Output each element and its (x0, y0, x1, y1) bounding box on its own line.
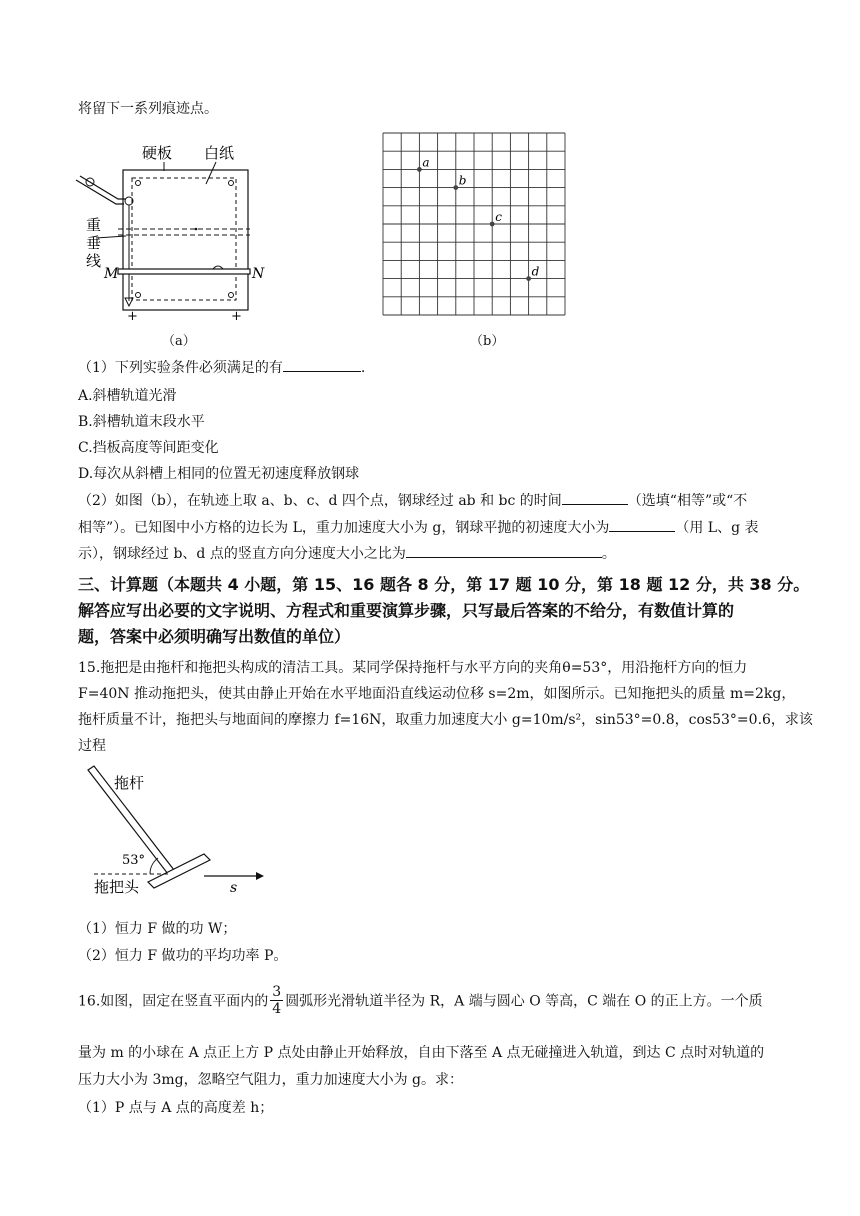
baffle-mn (118, 269, 250, 274)
trajectory-point-label-b: b (458, 173, 467, 188)
q14-part2-text1b: （选填“相等”或“不 (627, 493, 748, 509)
svg-text:+: + (231, 309, 242, 324)
q16-sub1: （1）P 点与 A 点的高度差 h； (78, 1100, 274, 1116)
answer-blank-time[interactable] (562, 490, 628, 505)
q15-line3: 拖杆质量不计，拖把头与地面间的摩擦力 f=16N，取重力加速度大小 g=10m/s²，sin53°=0.8，cos53°=0.6，求该 (78, 712, 813, 728)
label-plumb-3: 线 (86, 252, 102, 270)
label-plumb-2: 垂 (86, 234, 102, 252)
figure-b (380, 130, 570, 320)
q15-line4: 过程 (78, 738, 106, 754)
q16-line3: 压力大小为 3mg，忽略空气阻力，重力加速度大小为 g。求： (78, 1072, 464, 1088)
grid (383, 133, 565, 315)
label-angle: 53° (122, 853, 146, 868)
chute-track (76, 180, 124, 204)
q14-part2-line3 (78, 543, 616, 563)
trajectory-points (417, 155, 540, 281)
label-rod: 拖杆 (114, 774, 145, 792)
label-plumb-1: 重 (86, 216, 102, 234)
white-paper (132, 178, 236, 300)
q15-line1: 15.拖把是由拖杆和拖把头构成的清洁工具。某同学保持拖杆与水平方向的夹角θ=53°，用沿拖杆方向的恒力 (78, 660, 748, 676)
q16-line1 (78, 984, 763, 1017)
option-d: D.每次从斜槽上相同的位置无初速度释放钢球 (78, 466, 360, 482)
mop-figure (80, 762, 280, 902)
hard-board (123, 170, 248, 310)
q15-sub2: （2）恒力 F 做功的平均功率 P。 (78, 948, 288, 964)
q14-part1-end: . (360, 360, 366, 376)
q14-part1 (78, 357, 365, 377)
q14-part2-text3: 示），钢球经过 b、d 点的竖直方向分速度大小之比为 (78, 546, 406, 562)
label-paper: 白纸 (204, 144, 235, 162)
trajectory-point-b (453, 185, 458, 190)
q16-line2: 量为 m 的小球在 A 点正上方 P 点处由静止开始释放，自由下落至 A 点无碰撞进入轨道，到达 C 点时对轨道的 (78, 1045, 765, 1061)
label-board: 硬板 (142, 144, 173, 162)
q14-part1-text: （1）下列实验条件必须满足的有 (78, 360, 283, 376)
section3-line1: 三、计算题（本题共 4 小题，第 15、16 题各 8 分，第 17 题 10 分，第 18 题 12 分，共 38 分。 (78, 575, 810, 594)
trajectory-point-label-a: a (422, 155, 430, 170)
trajectory-point-label-c: c (495, 210, 502, 224)
answer-blank-ratio[interactable] (406, 543, 602, 558)
option-b: B.斜槽轨道末段水平 (78, 414, 205, 430)
q16-text1b: 圆弧形光滑轨道半径为 R，A 端与圆心 O 等高，C 端在 O 的正上方。一个质 (285, 993, 763, 1010)
answer-blank[interactable] (283, 357, 361, 372)
figure-b-caption: （b） (470, 334, 505, 349)
fraction-numerator: 3 (272, 984, 282, 1000)
q14-part2-line1 (78, 490, 747, 510)
fraction-denominator: 4 (272, 1001, 282, 1017)
q15-sub1: （1）恒力 F 做的功 W； (78, 921, 237, 937)
fraction-three-quarters (270, 984, 283, 1017)
section3-line2: 解答应写出必要的文字说明、方程式和重要演算步骤，只写最后答案的不给分，有数值计算的 (78, 601, 735, 620)
intro-line: 将留下一系列痕迹点。 (78, 101, 218, 117)
q14-part2-text2b: （用 L、g 表 (675, 520, 759, 536)
section3-line3: 题，答案中必须明确写出数值的单位） (78, 627, 351, 646)
answer-blank-velocity[interactable] (609, 517, 675, 532)
trajectory-point-d (526, 276, 531, 281)
option-c: C.挡板高度等间距变化 (78, 440, 219, 456)
figure-a (68, 136, 278, 326)
q16-text1a: 16.如图，固定在竖直平面内的 (78, 993, 269, 1010)
label-head: 拖把头 (94, 878, 140, 896)
svg-text:+: + (127, 309, 138, 324)
q14-part2-line2 (78, 517, 759, 537)
option-a: A.斜槽轨道光滑 (78, 388, 177, 404)
label-n: N (252, 266, 265, 282)
trajectory-point-c (490, 222, 495, 227)
label-s: s (230, 880, 238, 896)
figure-a-caption: （a） (162, 334, 196, 349)
q15-line2: F=40N 推动拖把头，使其由静止开始在水平地面沿直线运动位移 s=2m，如图所示。已知拖把头的质量 m=2kg， (78, 686, 796, 702)
trajectory-point-label-d: d (531, 264, 540, 279)
label-m: M (104, 266, 119, 282)
q14-part2-text2: 相等”）。已知图中小方格的边长为 L，重力加速度大小为 g，钢球平抛的初速度大小为 (78, 520, 610, 536)
q14-part2-text3b: 。 (601, 546, 616, 562)
trajectory-point-a (417, 167, 422, 172)
q14-part2-text1: （2）如图（b），在轨迹上取 a、b、c、d 四个点，钢球经过 ab 和 bc 的时间 (78, 493, 562, 509)
